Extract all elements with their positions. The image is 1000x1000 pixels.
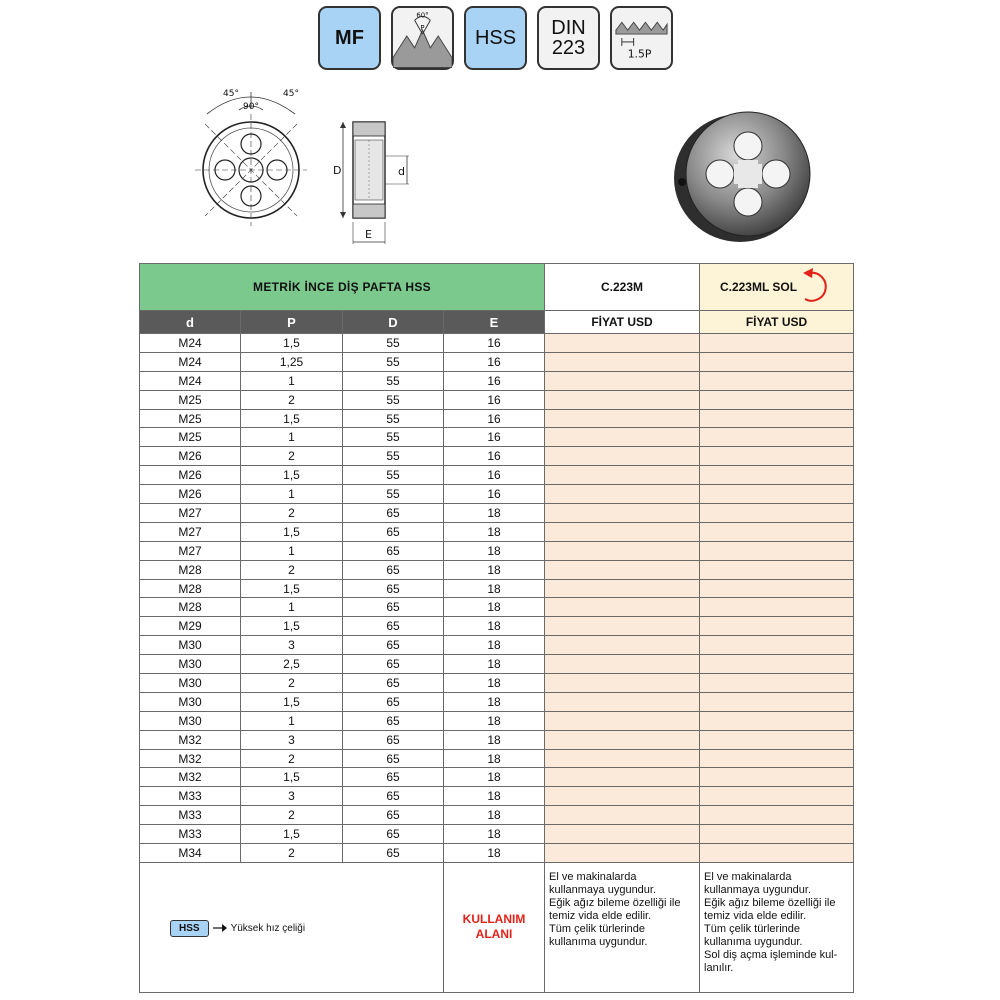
price-cell-c223ml	[700, 390, 854, 409]
cell-D: 65	[343, 522, 444, 541]
price-cell-c223m	[545, 711, 700, 730]
cell-D: 65	[343, 768, 444, 787]
cell-D: 55	[343, 466, 444, 485]
cell-p: 1,5	[241, 617, 343, 636]
price-cell-c223ml	[700, 466, 854, 485]
cell-d: M25	[140, 428, 241, 447]
cell-D: 55	[343, 352, 444, 371]
cell-e: 16	[444, 409, 545, 428]
table-row	[140, 579, 854, 598]
cell-e: 16	[444, 371, 545, 390]
cell-p: 2	[241, 390, 343, 409]
cell-D: 65	[343, 579, 444, 598]
table-row	[140, 825, 854, 844]
thread-angle-badge	[391, 6, 454, 70]
table-row	[140, 334, 854, 353]
cell-p: 1,5	[241, 579, 343, 598]
cell-p: 2	[241, 504, 343, 523]
cell-e: 18	[444, 598, 545, 617]
cell-D: 65	[343, 711, 444, 730]
price-cell-c223m	[545, 428, 700, 447]
table-row	[140, 674, 854, 693]
cell-e: 18	[444, 579, 545, 598]
price-cell-c223m	[545, 466, 700, 485]
cell-d: M32	[140, 730, 241, 749]
cell-D: 55	[343, 447, 444, 466]
usage-label	[444, 862, 545, 992]
price-cell-c223ml	[700, 352, 854, 371]
price-cell-c223m	[545, 730, 700, 749]
table-row	[140, 655, 854, 674]
header-d: d	[140, 311, 241, 334]
cell-D: 65	[343, 636, 444, 655]
price-cell-c223m	[545, 371, 700, 390]
table-row	[140, 806, 854, 825]
table-row	[140, 541, 854, 560]
cell-d: M27	[140, 522, 241, 541]
arrow-right-icon	[213, 923, 227, 933]
cell-D: 65	[343, 692, 444, 711]
table-row	[140, 617, 854, 636]
cell-d: M29	[140, 617, 241, 636]
price-cell-c223m	[545, 390, 700, 409]
table-row	[140, 447, 854, 466]
cell-e: 18	[444, 844, 545, 863]
price-cell-c223m	[545, 560, 700, 579]
description-line: Eğik ağız bileme özelliği ile	[549, 896, 681, 909]
price-cell-c223m	[545, 806, 700, 825]
cell-p: 1	[241, 711, 343, 730]
cell-d: M28	[140, 579, 241, 598]
table-row	[140, 466, 854, 485]
cell-D: 65	[343, 844, 444, 863]
spec-badges	[318, 6, 673, 72]
price-cell-c223m	[545, 352, 700, 371]
cell-p: 1,5	[241, 522, 343, 541]
table-row	[140, 711, 854, 730]
cell-p: 1	[241, 598, 343, 617]
price-cell-c223ml	[700, 749, 854, 768]
cell-e: 18	[444, 730, 545, 749]
usage-description-c223m	[545, 862, 700, 992]
cell-e: 16	[444, 428, 545, 447]
cell-d: M32	[140, 768, 241, 787]
price-cell-c223ml	[700, 428, 854, 447]
price-cell-c223ml	[700, 598, 854, 617]
pitch-symbol: P	[420, 24, 425, 33]
cell-p: 1	[241, 371, 343, 390]
cell-D: 65	[343, 825, 444, 844]
description-line: temiz vida elde edilir.	[704, 909, 807, 922]
price-cell-c223m	[545, 825, 700, 844]
description-line: Eğik ağız bileme özelliği ile	[704, 896, 836, 909]
cell-p: 1,25	[241, 352, 343, 371]
angle-left-label: 45°	[223, 89, 239, 99]
cell-d: M30	[140, 692, 241, 711]
technical-drawing	[195, 82, 425, 252]
cell-e: 18	[444, 522, 545, 541]
code-c223ml-sol	[700, 264, 854, 311]
table-row	[140, 730, 854, 749]
table-row	[140, 768, 854, 787]
angle-center-label: 90°	[243, 102, 259, 112]
cell-d: M26	[140, 466, 241, 485]
price-cell-c223m	[545, 844, 700, 863]
cell-D: 55	[343, 390, 444, 409]
table-row	[140, 749, 854, 768]
cell-p: 3	[241, 730, 343, 749]
cell-D: 65	[343, 787, 444, 806]
cell-D: 65	[343, 806, 444, 825]
price-header-c223m: FİYAT USD	[545, 311, 700, 334]
price-cell-c223m	[545, 447, 700, 466]
cell-D: 65	[343, 674, 444, 693]
cell-D: 65	[343, 598, 444, 617]
price-cell-c223m	[545, 598, 700, 617]
cell-d: M30	[140, 674, 241, 693]
description-line: El ve makinalarda	[549, 870, 637, 883]
cell-D: 65	[343, 541, 444, 560]
price-cell-c223ml	[700, 806, 854, 825]
table-row	[140, 692, 854, 711]
cell-D: 65	[343, 749, 444, 768]
cell-e: 18	[444, 560, 545, 579]
description-line: Sol diş açma işleminde kul-	[704, 948, 838, 961]
usage-line-2: ALANI	[475, 927, 513, 942]
thread-profile-icon	[393, 8, 452, 68]
cell-e: 18	[444, 541, 545, 560]
legend-text: Yüksek hız çeliği	[230, 922, 306, 934]
cell-e: 16	[444, 352, 545, 371]
cell-D: 65	[343, 617, 444, 636]
price-cell-c223m	[545, 334, 700, 353]
cell-d: M25	[140, 390, 241, 409]
cell-e: 18	[444, 768, 545, 787]
cell-e: 16	[444, 447, 545, 466]
description-line: Tüm çelik türlerinde	[704, 922, 800, 935]
cell-d: M33	[140, 825, 241, 844]
cell-p: 2	[241, 806, 343, 825]
price-cell-c223m	[545, 409, 700, 428]
cell-p: 1	[241, 541, 343, 560]
cell-e: 18	[444, 636, 545, 655]
cell-d: M24	[140, 334, 241, 353]
table-row	[140, 560, 854, 579]
table-row	[140, 504, 854, 523]
cell-p: 1,5	[241, 692, 343, 711]
cell-d: M33	[140, 787, 241, 806]
cell-p: 1,5	[241, 409, 343, 428]
usage-line-1: KULLANIM	[462, 912, 526, 927]
price-cell-c223ml	[700, 485, 854, 504]
price-cell-c223m	[545, 692, 700, 711]
price-cell-c223ml	[700, 844, 854, 863]
left-rotation-arrow-icon	[799, 267, 833, 307]
price-cell-c223m	[545, 579, 700, 598]
price-cell-c223ml	[700, 409, 854, 428]
cell-p: 1,5	[241, 334, 343, 353]
table-row	[140, 844, 854, 863]
table-row	[140, 522, 854, 541]
cell-d: M25	[140, 409, 241, 428]
price-header-c223ml: FİYAT USD	[700, 311, 854, 334]
price-cell-c223ml	[700, 787, 854, 806]
thread-pitch-icon	[612, 8, 671, 68]
din-badge	[537, 6, 600, 70]
pitch-value: 1.5P	[627, 47, 652, 61]
table-row	[140, 428, 854, 447]
price-cell-c223ml	[700, 730, 854, 749]
cell-d: M26	[140, 485, 241, 504]
table-row	[140, 371, 854, 390]
cell-p: 1	[241, 428, 343, 447]
cell-p: 1,5	[241, 466, 343, 485]
price-cell-c223ml	[700, 560, 854, 579]
price-cell-c223ml	[700, 711, 854, 730]
cell-D: 65	[343, 655, 444, 674]
legend-hss-badge: HSS	[170, 920, 209, 937]
description-line: kullanmaya uygundur.	[704, 883, 812, 896]
price-cell-c223m	[545, 522, 700, 541]
product-table	[139, 263, 854, 993]
table-row	[140, 485, 854, 504]
hss-badge-label: HSS	[474, 26, 517, 49]
price-cell-c223m	[545, 485, 700, 504]
header-D: D	[343, 311, 444, 334]
price-cell-c223ml	[700, 636, 854, 655]
table-row	[140, 787, 854, 806]
cell-e: 16	[444, 466, 545, 485]
cell-e: 18	[444, 655, 545, 674]
din-number: 223	[551, 37, 586, 59]
header-e: E	[444, 311, 545, 334]
table-row	[140, 409, 854, 428]
cell-p: 2	[241, 749, 343, 768]
table-row	[140, 390, 854, 409]
cell-D: 55	[343, 371, 444, 390]
usage-description-c223ml	[700, 862, 854, 992]
description-line: temiz vida elde edilir.	[549, 909, 652, 922]
pitch-badge	[610, 6, 673, 70]
description-line: kullanmaya uygundur.	[549, 883, 657, 896]
cell-p: 3	[241, 787, 343, 806]
description-line: El ve makinalarda	[704, 870, 792, 883]
description-line: kullanıma uygundur.	[549, 935, 648, 948]
cell-e: 18	[444, 692, 545, 711]
code-c223m: C.223M	[545, 264, 700, 311]
price-cell-c223m	[545, 655, 700, 674]
cell-d: M26	[140, 447, 241, 466]
label-D: D	[333, 164, 342, 177]
price-cell-c223m	[545, 541, 700, 560]
hss-badge	[464, 6, 527, 70]
cell-d: M27	[140, 541, 241, 560]
price-cell-c223m	[545, 787, 700, 806]
cell-D: 65	[343, 560, 444, 579]
cell-e: 18	[444, 504, 545, 523]
cell-D: 65	[343, 730, 444, 749]
cell-p: 1,5	[241, 825, 343, 844]
cell-e: 18	[444, 711, 545, 730]
cell-p: 1,5	[241, 768, 343, 787]
cell-d: M30	[140, 711, 241, 730]
cell-d: M28	[140, 598, 241, 617]
price-cell-c223m	[545, 768, 700, 787]
label-E: E	[365, 228, 372, 241]
cell-e: 18	[444, 674, 545, 693]
price-cell-c223ml	[700, 655, 854, 674]
angle-label: 60°	[416, 11, 429, 20]
description-line: kullanıma uygundur.	[704, 935, 803, 948]
cell-p: 1	[241, 485, 343, 504]
cell-d: M24	[140, 371, 241, 390]
table-row	[140, 352, 854, 371]
cell-d: M27	[140, 504, 241, 523]
cell-p: 2,5	[241, 655, 343, 674]
cell-e: 18	[444, 787, 545, 806]
description-line: lanılır.	[704, 961, 734, 974]
code-c223ml-label: C.223ML SOL	[719, 280, 798, 294]
cell-p: 2	[241, 447, 343, 466]
price-cell-c223ml	[700, 541, 854, 560]
cell-d: M24	[140, 352, 241, 371]
price-cell-c223m	[545, 617, 700, 636]
cell-d: M30	[140, 655, 241, 674]
table-row	[140, 636, 854, 655]
table-row	[140, 598, 854, 617]
cell-p: 2	[241, 844, 343, 863]
cell-D: 55	[343, 334, 444, 353]
description-line: Tüm çelik türlerinde	[549, 922, 645, 935]
cell-e: 18	[444, 749, 545, 768]
price-cell-c223ml	[700, 692, 854, 711]
price-cell-c223ml	[700, 825, 854, 844]
cell-p: 2	[241, 560, 343, 579]
cell-d: M32	[140, 749, 241, 768]
price-cell-c223ml	[700, 674, 854, 693]
price-cell-c223ml	[700, 447, 854, 466]
price-cell-c223ml	[700, 334, 854, 353]
price-cell-c223m	[545, 749, 700, 768]
table-title: METRİK İNCE DİŞ PAFTA HSS	[140, 264, 545, 311]
cell-D: 55	[343, 409, 444, 428]
cell-e: 18	[444, 617, 545, 636]
header-p: P	[241, 311, 343, 334]
cell-p: 3	[241, 636, 343, 655]
hss-legend	[140, 862, 444, 992]
cell-e: 16	[444, 334, 545, 353]
cell-D: 55	[343, 428, 444, 447]
price-cell-c223ml	[700, 579, 854, 598]
cell-D: 55	[343, 485, 444, 504]
cell-p: 2	[241, 674, 343, 693]
price-cell-c223m	[545, 504, 700, 523]
mf-badge-label: MF	[335, 26, 364, 49]
mf-badge	[318, 6, 381, 70]
price-cell-c223ml	[700, 522, 854, 541]
cell-d: M30	[140, 636, 241, 655]
price-cell-c223m	[545, 636, 700, 655]
cell-e: 16	[444, 390, 545, 409]
cell-e: 16	[444, 485, 545, 504]
price-cell-c223ml	[700, 617, 854, 636]
price-cell-c223ml	[700, 768, 854, 787]
cell-e: 18	[444, 806, 545, 825]
label-d: d	[398, 165, 405, 178]
angle-right-label: 45°	[283, 89, 299, 99]
cell-D: 65	[343, 504, 444, 523]
price-cell-c223ml	[700, 371, 854, 390]
cell-d: M28	[140, 560, 241, 579]
cell-d: M34	[140, 844, 241, 863]
price-cell-c223ml	[700, 504, 854, 523]
price-cell-c223m	[545, 674, 700, 693]
die-photo	[668, 100, 818, 250]
cell-e: 18	[444, 825, 545, 844]
din-label: DIN	[551, 17, 586, 39]
cell-d: M33	[140, 806, 241, 825]
